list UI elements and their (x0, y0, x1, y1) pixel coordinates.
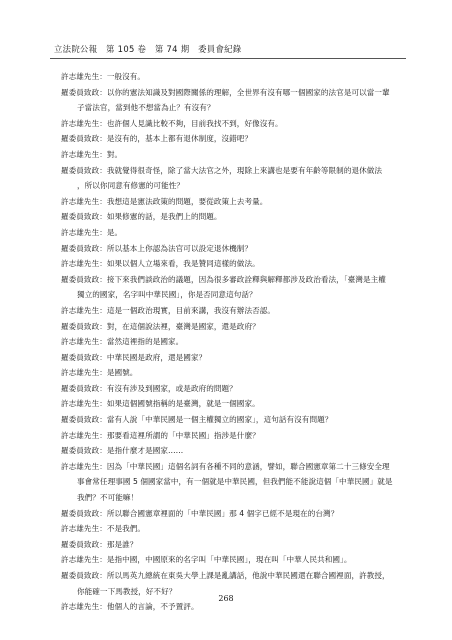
transcript-line-continuation: 獨立的國家，名字叫中華民國」，你是否同意這句話？ (77, 290, 257, 300)
transcript-line: 羅委員致政：那是誰？ (61, 539, 138, 549)
transcript-line: 羅委員致政：有沒有涉及到國家，或是政府的問題？ (61, 383, 237, 393)
transcript-line-continuation: ，所以你同意有修憲的可能性？ (77, 181, 185, 191)
transcript-line: 許志雄先生：是指中國，中國原來的名字叫「中華民國」，現在叫「中華人民共和國」。 (61, 555, 352, 565)
transcript-line: 許志雄先生：那要看這裡所謂的「中華民國」指涉是什麼？ (61, 430, 260, 440)
header-divider (50, 58, 406, 59)
transcript-line: 許志雄先生：是。 (61, 227, 123, 237)
transcript-line: 許志雄先生：當然這裡指的是國家。 (61, 337, 184, 347)
transcript-line: 羅委員致政：如果修憲的話，是我們上的問題。 (61, 212, 222, 222)
transcript-line: 許志雄先生：一般沒有。 (61, 72, 146, 81)
transcript-line-continuation: 我們？不可能嘛！ (77, 493, 139, 503)
transcript-line: 羅委員致政：所以基本上你認為法官可以設定退休機制？ (61, 243, 253, 253)
transcript-line: 許志雄先生：是國號。 (61, 368, 138, 378)
transcript-line: 許志雄先生：我想這是憲法政策的問題，要從政策上去考量。 (61, 196, 268, 206)
transcript-line: 羅委員致政：是沒有的，基本上都有退休制度，沒錯吧？ (61, 134, 253, 144)
transcript-line: 許志雄先生：也許個人見識比較不夠，目前我找不到，好像沒有。 (61, 118, 283, 128)
transcript-line: 羅委員致政：所以聯合國憲章裡面的「中華民國」那 4 個字已經不是現在的台灣？ (61, 508, 339, 518)
transcript-line: 許志雄先生：如果以個人立場來看，我是贊同這樣的做法。 (61, 259, 260, 269)
transcript-line: 許志雄先生：如果這個國號指稱的是臺灣，就是一個國家。 (61, 399, 260, 409)
transcript-line-continuation: 你能確一下馬教授，好不好？ (77, 586, 177, 596)
transcript-line: 羅委員致政：當有人說「中華民國是一個主權獨立的國家」，這句話有沒有問題？ (61, 415, 333, 425)
transcript-line: 許志雄先生：他個人的言論，不予置評。 (61, 602, 199, 612)
transcript-line: 羅委員致政：是指什麼才是國家…… (61, 446, 184, 456)
transcript-line: 許志雄先生：這是一個政治現實，目前來講，我沒有辦法否認。 (61, 305, 276, 315)
transcript-line: 許志雄先生：對。 (61, 149, 123, 159)
transcript-line: 許志雄先生：不是我們。 (61, 524, 146, 534)
transcript-line: 羅委員致政：我就覺得很奇怪，除了當大法官之外，現除上來講也是要有年齡等限制的退休做法 (61, 165, 383, 175)
transcript-line: 羅委員致政：對，在這個說法裡，臺灣是國家，還是政府？ (61, 321, 260, 331)
transcript-line: 許志雄先生：因為「中華民國」這個名詞有各種不同的意涵，譬如，聯合國憲章第二十三條安全理 (61, 461, 390, 471)
transcript-line: 羅委員致政：所以馬英九總統在東吳大學上課是亂講話，他說中華民國還在聯合國裡面，許教授， (61, 571, 390, 580)
transcript-line: 羅委員致政：接下來我們談政治的議題，因為很多審政詮釋與解釋都涉及政治看法，「臺灣是主權 (61, 274, 386, 284)
transcript-line-continuation: 子當法官，當到他不想當為止？有沒有？ (77, 103, 215, 113)
gazette-header: 立法院公報 第 105 卷 第 74 期 委員會紀錄 (54, 44, 242, 54)
transcript-line: 羅委員致政：中華民國是政府，還是國家？ (61, 352, 207, 362)
transcript-body (61, 69, 411, 615)
page-number: 268 (218, 594, 234, 603)
transcript-line: 羅委員致政：以你的憲法知識及對國際關係的理解，全世界有沒有哪一個國家的法官是可以當一輩 (61, 87, 390, 97)
transcript-line-continuation: 事會常任理事國 5 個國家當中，有一個就是中華民國，但我們能不能說這個「中華民國」就是 (77, 477, 393, 487)
